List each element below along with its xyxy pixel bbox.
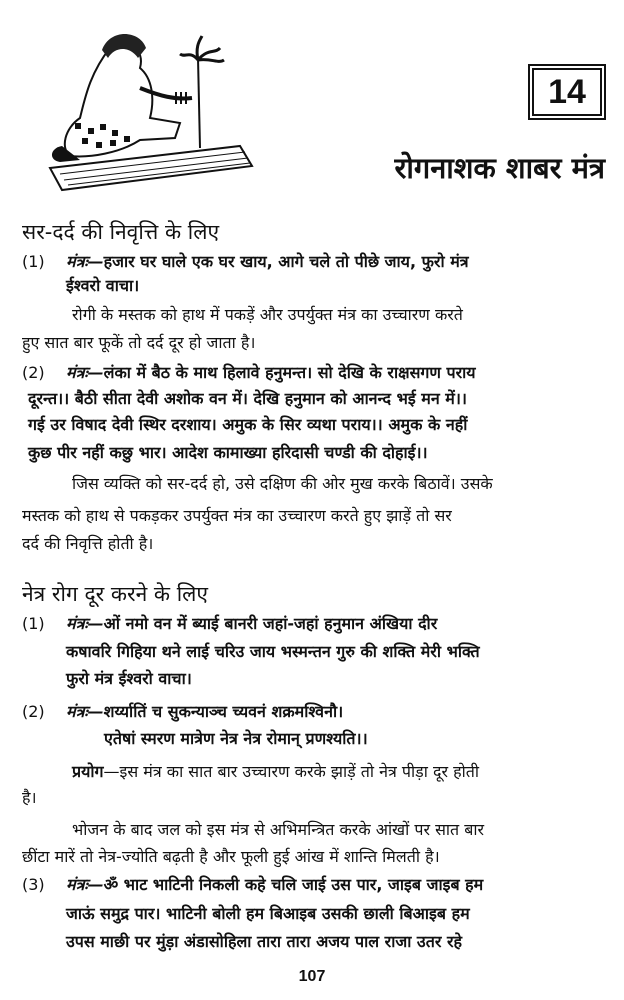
chapter-illustration [40,28,260,193]
mantra-1-line-2: ईश्वरो वाचा। [66,276,140,295]
mantra-2-line-2: दूरन्त।। बैठी सीता देवी अशोक वन में। देखि हनुमान को आनन्द भई मन में।। [28,389,467,408]
mantra-number: (2) [22,363,45,382]
prayog-line-1 [72,760,602,784]
prayog-text: —इस मंत्र का सात बार उच्चारण करके झाड़ें तो नेत्र पीड़ा दूर होती [103,762,479,781]
eye-mantra-3-line-3: उपस माछी पर मुंड़ा अंडासोहिला तारा तारा अजय पाल राजा उतर रहे [66,932,462,951]
mantra-label: मंत्रः— [66,875,104,894]
mantra-number: (3) [22,875,45,894]
para-2-line-1: जिस व्यक्ति को सर-दर्द हो, उसे दक्षिण की ओर मुख करके बिठावें। उसके [72,474,493,493]
eye-mantra-1-line-3: फुरो मंत्र ईश्वरो वाचा। [66,669,192,688]
mantra-label: मंत्रः— [66,363,104,382]
para-3-line-1: भोजन के बाद जल को इस मंत्र से अभिमन्त्रित करके आंखों पर सात बार [72,820,485,839]
mantra-2-line-3: गई उर विषाद देवी स्थिर दरशाय। अमुक के सिर व्यथा पराय।। अमुक के नहीं [28,415,468,434]
mantra-text: हजार घर घाले एक घर खाय, आगे चले तो पीछे जाय, फुरो मंत्र [103,252,469,271]
mantra-text: ॐ भाट भाटिनी निकली कहे चलि जाई उस पार, जाइब जाइब हम [103,875,484,894]
eye-mantra-3-line-2: जाऊं समुद्र पार। भाटिनी बोली हम बिआइब उसकी छाली बिआइब हम [66,904,470,923]
eye-mantra-1-line-1 [22,612,602,636]
para-3-line-2: छींटा मारें तो नेत्र-ज्योति बढ़ती है और फूली हुई आंख में शान्ति मिलती है। [22,847,440,866]
mantra-label: मंत्रः— [66,614,104,633]
chapter-title: रोगनाशक शाबर मंत्र [394,151,605,185]
para-2-line-2: मस्तक को हाथ से पकड़कर उपर्युक्त मंत्र का उच्चारण करते हुए झाड़ें तो सर [22,506,452,525]
mantra-number: (1) [22,614,45,633]
eye-mantra-2-line-1 [22,700,602,724]
mantra-2-line-1 [22,361,602,385]
mantra-number: (1) [22,252,45,271]
prayog-label: प्रयोग [72,762,104,781]
kneeling-figure-illustration [40,28,260,193]
chapter-number-box [528,64,606,120]
eye-mantra-2-line-2: एतेषां स्मरण मात्रेण नेत्र नेत्र रोमान् प्रणश्यति।। [104,729,368,748]
section-heading-eye-disease: नेत्र रोग दूर करने के लिए [22,582,209,606]
para-2-line-3: दर्द की निवृत्ति होती है। [22,534,154,553]
section-heading-headache: सर-दर्द की निवृत्ति के लिए [22,220,220,244]
mantra-label: मंत्रः— [66,702,104,721]
para-1-line-1: रोगी के मस्तक को हाथ में पकड़ें और उपर्युक्त मंत्र का उच्चारण करते [72,305,463,324]
mantra-1-line-1 [22,250,602,274]
chapter-number: 14 [532,68,602,116]
prayog-line-2: है। [22,788,37,807]
mantra-2-line-4: कुछ पीर नहीं कछु भार। आदेश कामाख्या हरिदासी चण्डी की दोहाई।। [28,443,428,462]
mantra-text: शर्य्यातिं च सुकन्याञ्च च्यवनं शक्रमश्विनौ। [103,702,344,721]
para-1-line-2: हुए सात बार फूकें तो दर्द दूर हो जाता है। [22,333,256,352]
eye-mantra-3-line-1 [22,873,602,897]
eye-mantra-1-line-2: कषावरि गिहिया थने लाई चरिउ जाय भस्मन्तन गुरु की शक्ति मेरी भक्ति [66,642,480,661]
mantra-number: (2) [22,702,45,721]
mantra-label: मंत्रः— [66,252,104,271]
mantra-text: ओं नमो वन में ब्याई बानरी जहां-जहां हनुमान अंखिया दीर [103,614,438,633]
mantra-text: लंका में बैठ के माथ हिलावे हनुमन्त। सो देखि के राक्षसगण पराय [103,363,476,382]
page-number: 107 [298,968,326,985]
